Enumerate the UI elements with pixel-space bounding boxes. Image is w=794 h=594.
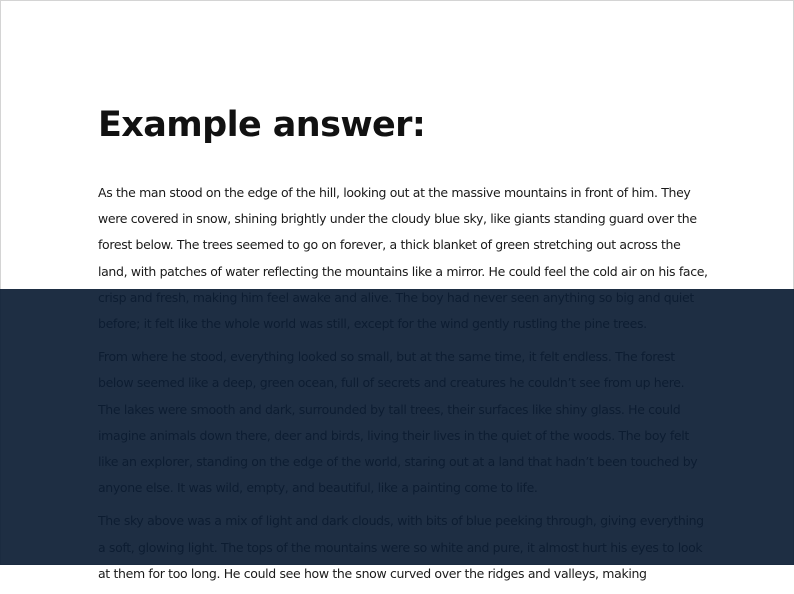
paragraph-1: As the man stood on the edge of the hill, looking out at the massive mountains in front of him. They were covered in snow, shining brightly under the cloudy blue sky, like giants standing guard over the forest below. The trees seemed to go on forever, a thick blanket of green stretching out across the land, with patches of water reflecting the mountains like a mirror. He could feel the cold air on his face, — [98, 185, 708, 279]
dark-overlay[interactable] — [0, 289, 794, 565]
paragraph-3: at them for too long. He could see how the snow curved over the ridges and valleys, making — [98, 565, 647, 581]
page-title: Example answer: — [98, 105, 426, 145]
